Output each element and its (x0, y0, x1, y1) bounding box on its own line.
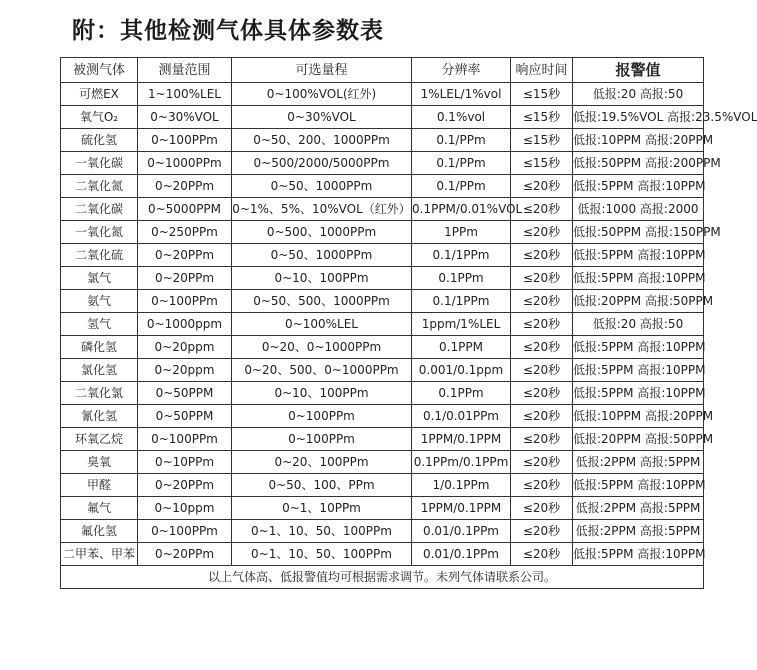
gas-name-cell: 氧气O₂ (61, 106, 138, 129)
alarm-cell: 低报:5PPM 高报:10PPM (573, 175, 704, 198)
range-cell: 0~50PPM (138, 382, 232, 405)
response-time-cell: ≤20秒 (511, 267, 573, 290)
table-row (61, 451, 704, 474)
alarm-cell: 低报:5PPM 高报:10PPM (573, 336, 704, 359)
resolution-cell: 0.01/0.1PPm (412, 543, 511, 566)
response-time-cell: ≤20秒 (511, 221, 573, 244)
resolution-cell: 1PPM/0.1PPM (412, 497, 511, 520)
table-row (61, 290, 704, 313)
alarm-cell: 低报:10PPM 高报:20PPM (573, 129, 704, 152)
table-row (61, 405, 704, 428)
response-time-cell: ≤15秒 (511, 129, 573, 152)
response-time-cell: ≤15秒 (511, 152, 573, 175)
response-time-cell: ≤20秒 (511, 520, 573, 543)
table-row (61, 221, 704, 244)
table-row (61, 152, 704, 175)
resolution-cell: 0.1%vol (412, 106, 511, 129)
table-row (61, 382, 704, 405)
gas-name-cell: 可燃EX (61, 83, 138, 106)
gas-name-cell: 氨气 (61, 290, 138, 313)
header-gas: 被测气体 (61, 58, 138, 83)
response-time-cell: ≤20秒 (511, 543, 573, 566)
page-title: 附：其他检测气体具体参数表 (72, 18, 384, 44)
table-row (61, 106, 704, 129)
optional-range-cell: 0~30%VOL (232, 106, 412, 129)
header-response-time: 响应时间 (511, 58, 573, 83)
table-row (61, 474, 704, 497)
gas-name-cell: 氟气 (61, 497, 138, 520)
alarm-cell: 低报:5PPM 高报:10PPM (573, 474, 704, 497)
resolution-cell: 0.1/PPm (412, 129, 511, 152)
resolution-cell: 1ppm/1%LEL (412, 313, 511, 336)
gas-name-cell: 环氧乙烷 (61, 428, 138, 451)
gas-name-cell: 磷化氢 (61, 336, 138, 359)
optional-range-cell: 0~50、1000PPm (232, 244, 412, 267)
alarm-cell: 低报:50PPM 高报:150PPM (573, 221, 704, 244)
optional-range-cell: 0~100PPm (232, 405, 412, 428)
gas-parameter-table (60, 57, 757, 589)
resolution-cell: 0.1/PPm (412, 152, 511, 175)
response-time-cell: ≤20秒 (511, 313, 573, 336)
note-row (61, 566, 704, 589)
table-row (61, 497, 704, 520)
range-cell: 0~250PPm (138, 221, 232, 244)
response-time-cell: ≤20秒 (511, 244, 573, 267)
table-row (61, 83, 704, 106)
optional-range-cell: 0~500、1000PPm (232, 221, 412, 244)
response-time-cell: ≤20秒 (511, 451, 573, 474)
gas-name-cell: 二氧化硫 (61, 244, 138, 267)
range-cell: 0~20PPm (138, 244, 232, 267)
alarm-cell: 低报:5PPM 高报:10PPM (573, 543, 704, 566)
table-header-row (61, 58, 704, 83)
alarm-cell: 低报:10PPM 高报:20PPM (573, 405, 704, 428)
gas-name-cell: 二氧化氮 (61, 175, 138, 198)
header-range: 测量范围 (138, 58, 232, 83)
table-row (61, 313, 704, 336)
gas-name-cell: 臭氧 (61, 451, 138, 474)
alarm-cell: 低报:2PPM 高报:5PPM (573, 520, 704, 543)
response-time-cell: ≤20秒 (511, 405, 573, 428)
optional-range-cell: 0~1、10、50、100PPm (232, 543, 412, 566)
range-cell: 0~1000PPm (138, 152, 232, 175)
header-resolution: 分辨率 (412, 58, 511, 83)
optional-range-cell: 0~50、1000PPm (232, 175, 412, 198)
optional-range-cell: 0~100%LEL (232, 313, 412, 336)
optional-range-cell: 0~1、10、50、100PPm (232, 520, 412, 543)
resolution-cell: 0.001/0.1ppm (412, 359, 511, 382)
range-cell: 0~5000PPM (138, 198, 232, 221)
gas-name-cell: 氟化氢 (61, 520, 138, 543)
alarm-cell: 低报:1000 高报:2000 (573, 198, 704, 221)
optional-range-cell: 0~10、100PPm (232, 382, 412, 405)
resolution-cell: 0.1/0.01PPm (412, 405, 511, 428)
gas-name-cell: 氯气 (61, 267, 138, 290)
resolution-cell: 0.1PPm/0.1PPm (412, 451, 511, 474)
table-row (61, 267, 704, 290)
range-cell: 0~100PPm (138, 290, 232, 313)
table-row (61, 520, 704, 543)
resolution-cell: 1PPM/0.1PPM (412, 428, 511, 451)
alarm-cell: 低报:50PPM 高报:200PPM (573, 152, 704, 175)
resolution-cell: 0.1/1PPm (412, 290, 511, 313)
alarm-cell: 低报:5PPM 高报:10PPM (573, 244, 704, 267)
response-time-cell: ≤20秒 (511, 474, 573, 497)
range-cell: 0~100PPm (138, 129, 232, 152)
alarm-cell: 低报:2PPM 高报:5PPM (573, 451, 704, 474)
optional-range-cell: 0~1、10PPm (232, 497, 412, 520)
gas-name-cell: 氰化氢 (61, 405, 138, 428)
alarm-cell: 低报:5PPM 高报:10PPM (573, 359, 704, 382)
resolution-cell: 0.1/PPm (412, 175, 511, 198)
resolution-cell: 0.01/0.1PPm (412, 520, 511, 543)
resolution-cell: 0.1PPm (412, 267, 511, 290)
table-row (61, 175, 704, 198)
header-optional-range: 可选量程 (232, 58, 412, 83)
resolution-cell: 0.1PPM/0.01%VOL (412, 198, 511, 221)
table-row (61, 543, 704, 566)
range-cell: 0~30%VOL (138, 106, 232, 129)
table-row (61, 244, 704, 267)
alarm-cell: 低报:20 高报:50 (573, 313, 704, 336)
range-cell: 0~50PPM (138, 405, 232, 428)
resolution-cell: 1%LEL/1%vol (412, 83, 511, 106)
resolution-cell: 0.1PPM (412, 336, 511, 359)
alarm-cell: 低报:5PPM 高报:10PPM (573, 382, 704, 405)
gas-name-cell: 硫化氢 (61, 129, 138, 152)
range-cell: 0~20PPm (138, 267, 232, 290)
range-cell: 0~100PPm (138, 428, 232, 451)
gas-name-cell: 二氧化氯 (61, 382, 138, 405)
table-row (61, 336, 704, 359)
range-cell: 0~10PPm (138, 451, 232, 474)
alarm-cell: 低报:20 高报:50 (573, 83, 704, 106)
gas-name-cell: 二氧化碳 (61, 198, 138, 221)
optional-range-cell: 0~20、0~1000PPm (232, 336, 412, 359)
range-cell: 0~100PPm (138, 520, 232, 543)
resolution-cell: 1/0.1PPm (412, 474, 511, 497)
table-row (61, 428, 704, 451)
optional-range-cell: 0~50、500、1000PPm (232, 290, 412, 313)
optional-range-cell: 0~500/2000/5000PPm (232, 152, 412, 175)
resolution-cell: 1PPm (412, 221, 511, 244)
gas-name-cell: 一氧化氮 (61, 221, 138, 244)
response-time-cell: ≤15秒 (511, 106, 573, 129)
alarm-cell: 低报:2PPM 高报:5PPM (573, 497, 704, 520)
optional-range-cell: 0~100%VOL(红外) (232, 83, 412, 106)
alarm-cell: 低报:19.5%VOL 高报:23.5%VOL (573, 106, 704, 129)
optional-range-cell: 0~20、100PPm (232, 451, 412, 474)
range-cell: 0~20ppm (138, 359, 232, 382)
response-time-cell: ≤20秒 (511, 198, 573, 221)
optional-range-cell: 0~100PPm (232, 428, 412, 451)
optional-range-cell: 0~20、500、0~1000PPm (232, 359, 412, 382)
range-cell: 0~10ppm (138, 497, 232, 520)
alarm-cell: 低报:20PPM 高报:50PPM (573, 290, 704, 313)
table-row (61, 198, 704, 221)
response-time-cell: ≤20秒 (511, 336, 573, 359)
resolution-cell: 0.1PPm (412, 382, 511, 405)
gas-name-cell: 二甲苯、甲苯 (61, 543, 138, 566)
alarm-cell: 低报:5PPM 高报:10PPM (573, 267, 704, 290)
response-time-cell: ≤20秒 (511, 382, 573, 405)
resolution-cell: 0.1/1PPm (412, 244, 511, 267)
gas-name-cell: 氯化氢 (61, 359, 138, 382)
range-cell: 0~20PPm (138, 175, 232, 198)
optional-range-cell: 0~1%、5%、10%VOL（红外） (232, 198, 412, 221)
table-row (61, 359, 704, 382)
header-alarm: 报警值 (573, 58, 704, 83)
optional-range-cell: 0~50、200、1000PPm (232, 129, 412, 152)
table-body (61, 83, 757, 566)
response-time-cell: ≤20秒 (511, 290, 573, 313)
gas-name-cell: 甲醛 (61, 474, 138, 497)
range-cell: 1~100%LEL (138, 83, 232, 106)
optional-range-cell: 0~50、100、PPm (232, 474, 412, 497)
range-cell: 0~1000ppm (138, 313, 232, 336)
gas-name-cell: 氢气 (61, 313, 138, 336)
range-cell: 0~20PPm (138, 474, 232, 497)
optional-range-cell: 0~10、100PPm (232, 267, 412, 290)
response-time-cell: ≤20秒 (511, 428, 573, 451)
footnote: 以上气体高、低报警值均可根据需求调节。未列气体请联系公司。 (61, 566, 704, 589)
response-time-cell: ≤15秒 (511, 83, 573, 106)
response-time-cell: ≤20秒 (511, 359, 573, 382)
range-cell: 0~20PPm (138, 543, 232, 566)
table-row (61, 129, 704, 152)
alarm-cell: 低报:20PPM 高报:50PPM (573, 428, 704, 451)
response-time-cell: ≤20秒 (511, 175, 573, 198)
range-cell: 0~20ppm (138, 336, 232, 359)
gas-name-cell: 一氧化碳 (61, 152, 138, 175)
response-time-cell: ≤20秒 (511, 497, 573, 520)
